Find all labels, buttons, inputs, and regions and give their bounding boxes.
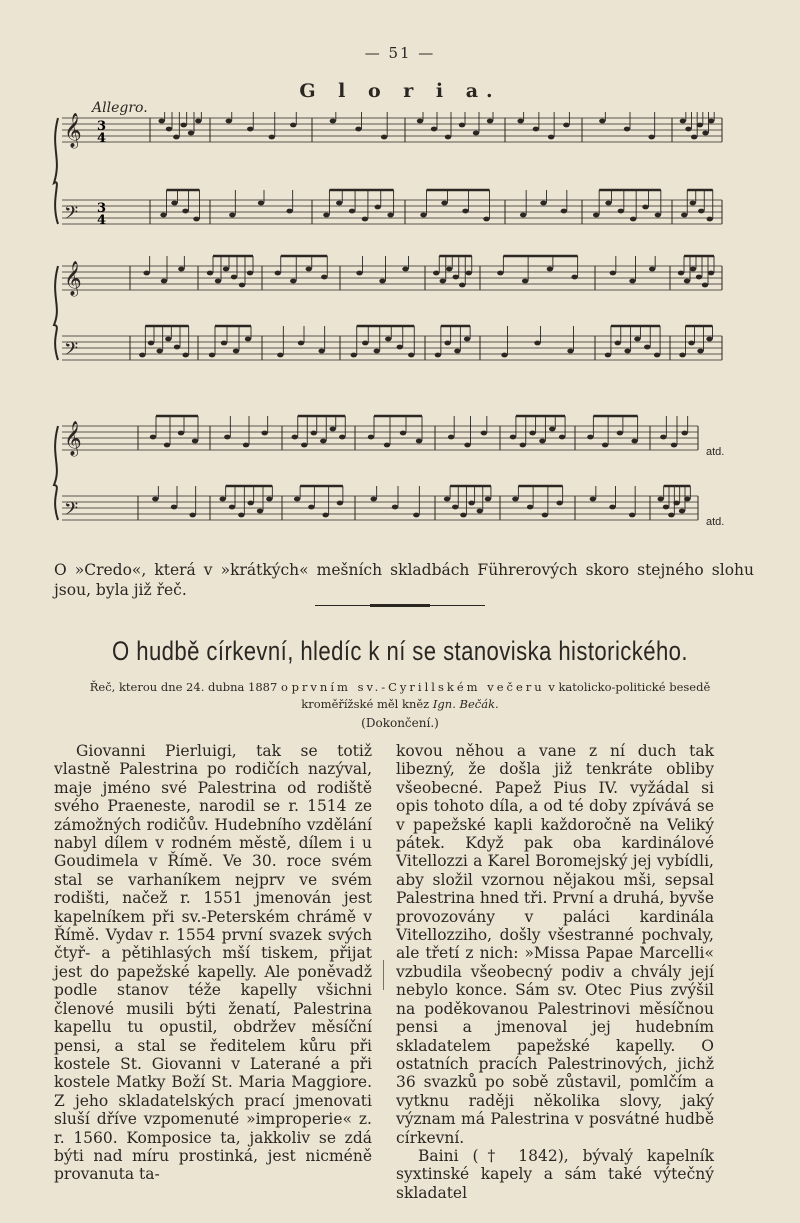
note-head xyxy=(379,279,385,284)
note-head xyxy=(219,497,225,502)
note-head xyxy=(258,201,264,206)
left-column-paragraph: Giovanni Pierluigi, tak se totiž vlastně Palestrina po rodičích nazýval, maje jméno své Palestrina od rodiště svého Praeneste, narodil se r. 1514 ze zámožných rodičův. Hudebního vzdělání nabyl dílem v rodném městě, dílem i u Goudimela v Římě. Ve 30. roce svém stal se varhaníkem nejprv ve svém rodišti, načež r. 1551 jmenován jest kapelníkem při sv.-Peterském chrámě v Římě. Vydav r. 1554 první svazek svých čtyř- a pětihlasých mší tiskem, přijat jest do papežské kapelly. Ale poněvadž podle stanov téže kapelly všichni členové musili býti ženatí, Palestrina kapellu tu opustil, obdržev měsíční pensi, a stal se ředitelem kůru při kostele St. Giovanni v Laterané a při kostele Matky Boží St. Maria Maggiore. Z jeho skladatelských prací jmenovati sluší dříve vzpomenuté »improperie« z. r. 1560. Komposice ta, jakkoliv se zdá býti nad míru prostinká, jest nicméně provanuta ta- xyxy=(54,742,372,1184)
byline-start: Řeč, kterou dne 24. dubna 1887 o xyxy=(89,680,288,694)
note-head xyxy=(468,501,474,506)
note-head xyxy=(189,513,195,518)
treble-clef: 𝄞 xyxy=(64,261,82,296)
system-brace xyxy=(54,118,58,224)
note-head xyxy=(483,217,489,222)
note-head xyxy=(160,213,166,218)
note-head xyxy=(166,127,172,132)
treble-clef: 𝄞 xyxy=(64,113,82,148)
note-head xyxy=(460,513,466,518)
note-head xyxy=(680,119,686,124)
note-head xyxy=(655,213,661,218)
note-head xyxy=(156,349,162,354)
note-head xyxy=(148,341,154,346)
note-head xyxy=(690,267,696,272)
note-head xyxy=(681,213,687,218)
note-head xyxy=(602,443,608,448)
note-head xyxy=(685,127,691,132)
music-score xyxy=(50,112,770,552)
note-head xyxy=(698,209,704,214)
note-head xyxy=(233,349,239,354)
note-head xyxy=(397,345,403,350)
note-head xyxy=(466,271,472,276)
note-head xyxy=(362,217,368,222)
note-head xyxy=(195,119,201,124)
note-head xyxy=(192,439,198,444)
treble-clef: 𝄞 xyxy=(64,421,82,456)
note-head xyxy=(337,501,343,506)
note-head xyxy=(445,135,451,140)
note-head xyxy=(561,209,567,214)
note-head xyxy=(510,435,516,440)
note-head xyxy=(362,341,368,346)
note-head xyxy=(556,501,562,506)
note-head xyxy=(534,341,540,346)
note-head xyxy=(654,353,660,358)
note-head xyxy=(356,271,362,276)
note-head xyxy=(477,509,483,514)
note-head xyxy=(188,131,194,136)
note-head xyxy=(277,353,283,358)
note-head xyxy=(605,353,611,358)
note-head xyxy=(368,435,374,440)
right-column xyxy=(396,742,714,1202)
note-head xyxy=(459,283,465,288)
note-head xyxy=(529,431,535,436)
note-head xyxy=(318,349,324,354)
note-head xyxy=(559,435,565,440)
note-head xyxy=(290,123,296,128)
note-head xyxy=(215,279,221,284)
note-head xyxy=(152,497,158,502)
note-head xyxy=(615,341,621,346)
note-head xyxy=(540,201,546,206)
note-head xyxy=(180,123,186,128)
note-head xyxy=(370,497,376,502)
note-head xyxy=(663,505,669,510)
note-head xyxy=(336,201,342,206)
tempo-marking: Allegro. xyxy=(92,100,148,116)
note-head xyxy=(624,349,630,354)
note-head xyxy=(413,513,419,518)
note-head xyxy=(517,119,523,124)
note-head xyxy=(330,119,336,124)
note-head xyxy=(648,135,654,140)
time-signature-top-bass: 3 xyxy=(97,201,107,216)
note-head xyxy=(320,439,326,444)
note-head xyxy=(671,443,677,448)
note-head xyxy=(567,349,573,354)
section-divider xyxy=(315,604,485,607)
note-head xyxy=(590,497,596,502)
note-head xyxy=(174,345,180,350)
note-head xyxy=(481,431,487,436)
note-head xyxy=(171,201,177,206)
note-head xyxy=(178,431,184,436)
bass-clef: 𝄢 xyxy=(64,339,79,364)
note-head xyxy=(245,337,251,342)
note-head xyxy=(610,271,616,276)
note-head xyxy=(679,509,685,514)
continued-label: (Dokončení.) xyxy=(361,716,439,730)
note-head xyxy=(207,271,213,276)
note-head xyxy=(542,513,548,518)
note-head xyxy=(512,497,518,502)
note-head xyxy=(161,279,167,284)
note-head xyxy=(193,217,199,222)
note-head xyxy=(298,341,304,346)
note-head xyxy=(290,279,296,284)
note-head xyxy=(697,349,703,354)
column-rule xyxy=(383,960,384,990)
note-head xyxy=(452,505,458,510)
note-head xyxy=(697,123,703,128)
note-head xyxy=(702,131,708,136)
note-head xyxy=(400,431,406,436)
note-head xyxy=(702,283,708,288)
note-head xyxy=(311,431,317,436)
note-head xyxy=(609,505,615,510)
note-head xyxy=(150,435,156,440)
note-head xyxy=(339,435,345,440)
note-head xyxy=(247,127,253,132)
note-head xyxy=(617,431,623,436)
note-head xyxy=(221,341,227,346)
note-head xyxy=(673,501,679,506)
note-head xyxy=(182,209,188,214)
note-head xyxy=(164,443,170,448)
note-head xyxy=(440,279,446,284)
note-head xyxy=(374,349,380,354)
note-head xyxy=(539,439,545,444)
note-head xyxy=(384,443,390,448)
note-head xyxy=(587,435,593,440)
note-head xyxy=(223,267,229,272)
note-head xyxy=(182,353,188,358)
note-head xyxy=(473,131,479,136)
note-head xyxy=(444,341,450,346)
note-head xyxy=(593,213,599,218)
note-head xyxy=(644,345,650,350)
byline-evening: prvním sv.-Cyrillském večeru xyxy=(291,680,545,694)
note-head xyxy=(563,123,569,128)
note-head xyxy=(322,513,328,518)
note-head xyxy=(454,349,460,354)
note-head xyxy=(238,513,244,518)
note-head xyxy=(527,505,533,510)
note-head xyxy=(306,267,312,272)
note-head xyxy=(323,213,329,218)
note-head xyxy=(690,201,696,206)
note-head xyxy=(679,353,685,358)
note-head xyxy=(631,439,637,444)
time-signature-bottom-bass: 4 xyxy=(97,213,107,228)
note-head xyxy=(387,213,393,218)
note-head xyxy=(549,427,555,432)
note-head xyxy=(139,353,145,358)
note-head xyxy=(691,135,697,140)
note-head xyxy=(435,353,441,358)
note-head xyxy=(292,435,298,440)
note-head xyxy=(243,443,249,448)
note-head xyxy=(239,283,245,288)
note-head xyxy=(381,135,387,140)
note-head xyxy=(349,209,355,214)
note-head xyxy=(173,135,179,140)
note-head xyxy=(143,271,149,276)
note-head xyxy=(441,201,447,206)
note-head xyxy=(420,213,426,218)
time-signature-top-treble: 3 xyxy=(97,119,107,134)
note-head xyxy=(599,119,605,124)
note-head xyxy=(171,505,177,510)
note-head xyxy=(684,279,690,284)
note-head xyxy=(681,431,687,436)
note-head xyxy=(209,353,215,358)
bass-clef: 𝄢 xyxy=(64,499,79,524)
note-head xyxy=(649,267,655,272)
note-head xyxy=(247,271,253,276)
note-head xyxy=(548,135,554,140)
note-head xyxy=(547,267,553,272)
note-head xyxy=(247,501,253,506)
note-head xyxy=(688,341,694,346)
note-head xyxy=(385,337,391,342)
right-column-paragraph-2: Baini († 1842), bývalý kapelník syxtinské kapely a sám také výtečný skladatel xyxy=(396,1146,714,1202)
note-head xyxy=(678,271,684,276)
note-head xyxy=(684,497,690,502)
note-head xyxy=(416,439,422,444)
note-head xyxy=(308,505,314,510)
system-brace xyxy=(54,426,58,520)
byline-author: Ign. Bečák. xyxy=(432,697,499,711)
note-head xyxy=(462,209,468,214)
note-head xyxy=(708,271,714,276)
article-byline xyxy=(60,679,740,713)
page-number: — 51 — xyxy=(364,44,436,62)
note-head xyxy=(375,205,381,210)
article-title: O hudbě církevní, hledíc k ní se stanoviska historického. xyxy=(112,636,688,666)
note-head xyxy=(501,353,507,358)
note-head xyxy=(708,119,714,124)
note-head xyxy=(522,279,528,284)
note-head xyxy=(605,201,611,206)
note-head xyxy=(355,127,361,132)
note-head xyxy=(497,271,503,276)
note-head xyxy=(266,497,272,502)
note-head xyxy=(459,123,465,128)
note-head xyxy=(229,505,235,510)
note-head xyxy=(520,213,526,218)
note-head xyxy=(453,275,459,280)
note-head xyxy=(642,205,648,210)
left-column xyxy=(54,742,372,1184)
note-head xyxy=(446,267,452,272)
intro-paragraph: O »Credo«, která v »krátkých« mešních skladbách Führerových skoro stejného slohu jsou, byla již řeč. xyxy=(54,561,754,599)
note-head xyxy=(624,127,630,132)
note-head xyxy=(707,217,713,222)
note-head xyxy=(487,119,493,124)
note-head xyxy=(294,497,300,502)
note-head xyxy=(696,275,702,280)
piece-title: G l o r i a. xyxy=(299,80,501,102)
note-head xyxy=(224,435,230,440)
note-head xyxy=(261,431,267,436)
byline-end: v katolicko-politické besedě kroměřížské měl kněz xyxy=(301,680,711,711)
note-head xyxy=(178,267,184,272)
note-head xyxy=(269,135,275,140)
note-head xyxy=(520,443,526,448)
note-head xyxy=(402,267,408,272)
right-column-paragraph-1: kovou něhou a vane z ní duch tak libezný, že došla již tenkráte obliby všeobecné. Papež Pius IV. vyžádal si opis tohoto díla, a od té doby zpívává se v papežské kapli každoročně na Veliký pátek. Když pak oba kardinálové Vitellozzi a Karel Boromejský jej vybídli, aby složil vzornou nějakou mši, sepsal Palestrina hned tři. První a druhá, byvše provozovány v paláci kardinála Vitellozziho, došly všestranné pochvaly, ale třetí z nich: »Missa Papae Marcelli« vzbudila všeobecný podiv a chvály její nebylo konce. Sám sv. Otec Pius zvýšil na poděkovanou Palestrinovi měsíčnou pensi a jmenoval jej hudebním skladatelem papežské kapelly. O ostatních pracích Palestrinových, jichž 36 svazků po sobě zůstavil, pomlčím a vytknu raději několika slovy, jaký význam má Palestrina v posvátné hudbě církevní. xyxy=(396,742,714,1147)
continuation-label-treble: atd. xyxy=(706,446,725,458)
note-head xyxy=(275,271,281,276)
note-head xyxy=(158,119,164,124)
note-head xyxy=(629,513,635,518)
note-head xyxy=(634,337,640,342)
note-head xyxy=(533,127,539,132)
note-head xyxy=(618,209,624,214)
note-head xyxy=(165,337,171,342)
note-head xyxy=(706,337,712,342)
note-head xyxy=(392,505,398,510)
note-head xyxy=(668,513,674,518)
note-head xyxy=(629,279,635,284)
note-head xyxy=(408,353,414,358)
note-head xyxy=(231,275,237,280)
note-head xyxy=(330,427,336,432)
system-brace xyxy=(54,266,58,360)
note-head xyxy=(464,337,470,342)
note-head xyxy=(286,209,292,214)
note-head xyxy=(257,509,263,514)
note-head xyxy=(431,127,437,132)
note-head xyxy=(301,443,307,448)
note-head xyxy=(448,435,454,440)
note-head xyxy=(630,217,636,222)
note-head xyxy=(660,435,666,440)
note-head xyxy=(417,119,423,124)
note-head xyxy=(464,443,470,448)
continuation-label-bass: atd. xyxy=(706,516,725,528)
note-head xyxy=(485,497,491,502)
time-signature-bottom-treble: 4 xyxy=(97,131,107,146)
note-head xyxy=(433,271,439,276)
note-head xyxy=(657,497,663,502)
note-head xyxy=(229,213,235,218)
note-head xyxy=(321,275,327,280)
note-head xyxy=(444,497,450,502)
note-head xyxy=(351,353,357,358)
note-head xyxy=(571,275,577,280)
bass-clef: 𝄢 xyxy=(64,203,79,228)
note-head xyxy=(226,119,232,124)
